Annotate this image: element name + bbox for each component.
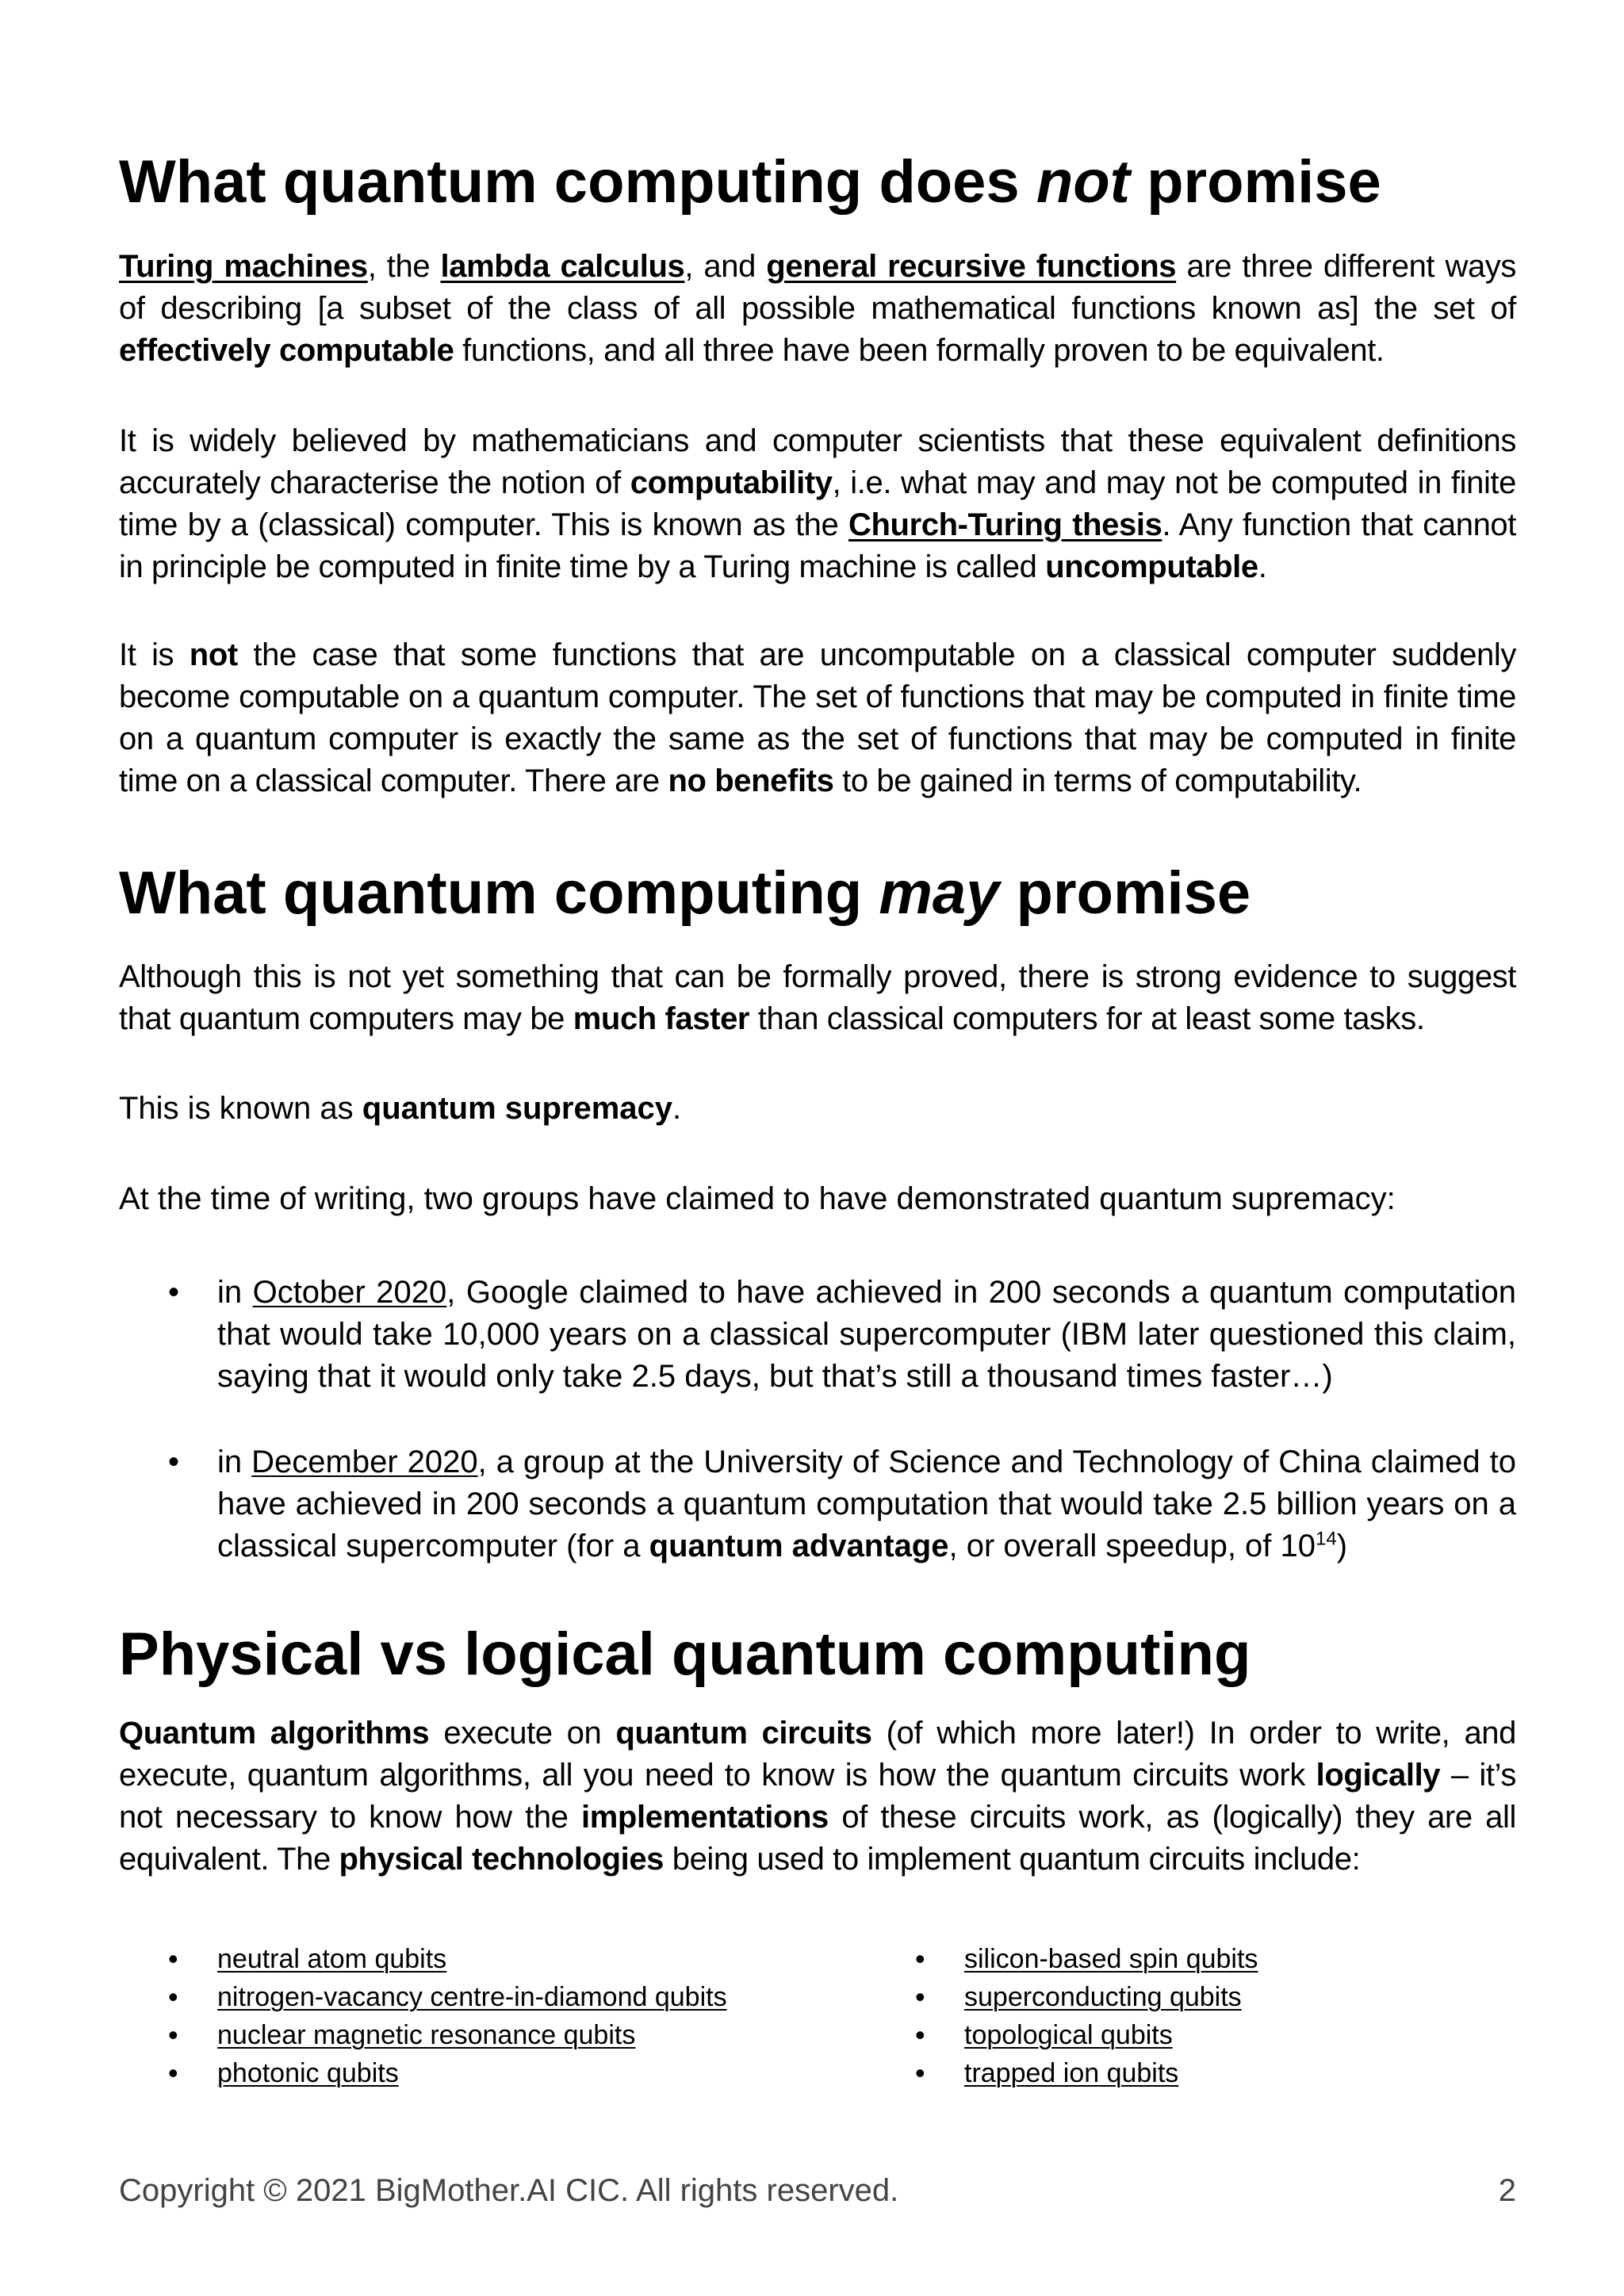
bullet-icon: •	[168, 1942, 178, 1975]
bullet-icon: •	[915, 1980, 925, 2013]
list-item-ustc-claim: • in December 2020, a group at the University of Science and Technology of China claimed to have achieved in 200 seconds a quantum computation that would take 2.5 billion years on a classical supercomputer (for a quantum advantage, or overall speedup, of $10^{14}$)	[217, 1441, 1516, 1567]
link-tech-item[interactable]: topological qubits	[964, 2020, 1173, 2050]
link-church-turing-thesis[interactable]: Church-Turing thesis	[848, 507, 1162, 542]
section-heading-may-promise: What quantum computing may promise	[119, 859, 1251, 927]
heading-text: What quantum computing does	[119, 148, 1036, 216]
bullet-icon: •	[915, 2019, 925, 2051]
list-item	[915, 2016, 1258, 2054]
link-tech-item[interactable]: neutral atom qubits	[217, 1944, 447, 1974]
section-heading-not-promise	[119, 149, 1516, 216]
bullet-icon: •	[915, 2057, 925, 2089]
paragraph-physical-technologies: Quantum algorithms execute on quantum circuits (of which more later!) In order to write, and execute, quantum algorithms, all you need to know is how the quantum circuits work logically – it’s not necessary to know how the implementations of these circuits work, as (logically) they are all equivalent. The physical technologies being used to implement quantum circuits include:	[119, 1716, 1516, 1877]
tech-list-left	[168, 1940, 727, 2092]
link-tech-item[interactable]: trapped ion qubits	[964, 2058, 1179, 2088]
bullet-icon: •	[168, 1980, 178, 2013]
paragraph-no-benefits: It is not the case that some functions that are uncomputable on a classical computer suddenly become computable on a quantum computer. The set of functions that may be computed in finite time on a quantum computer is exactly the same as the set of functions that may be computed in finite time on a classical computer. There are no benefits to be gained in terms of computability.	[119, 637, 1516, 798]
heading-emphasis: may	[879, 859, 1000, 927]
bullet-icon: •	[168, 2057, 178, 2089]
superscript: 14	[1316, 1528, 1337, 1550]
bullet-icon: •	[168, 1445, 180, 1479]
paragraph-turing: Turing machines, the lambda calculus, and general recursive functions are three different ways of describing [a subset of the class of all possible mathematical functions known as] the set of effectively computable functions, and all three have been formally proven to be equivalent.	[119, 249, 1516, 368]
bullet-icon: •	[168, 2019, 178, 2051]
list-item	[915, 2054, 1258, 2092]
link-lambda-calculus[interactable]: lambda calculus	[440, 249, 685, 284]
heading-emphasis: not	[1036, 148, 1130, 216]
link-turing-machines[interactable]: Turing machines	[119, 249, 368, 284]
footer-page-number: 2	[1498, 2173, 1516, 2208]
list-item	[168, 2054, 727, 2092]
list-item-google-claim: • in October 2020, Google claimed to have achieved in 200 seconds a quantum computation that would take 10,000 years on a classical supercomputer (IBM later questioned this claim, saying that it would only take 2.5 days, but that’s still a thousand times faster…)	[217, 1272, 1516, 1398]
paragraph-much-faster: Although this is not yet something that can be formally proved, there is strong evidence to suggest that quantum computers may be much faster than classical computers for at least some tasks.	[119, 959, 1516, 1036]
tech-list-right	[915, 1940, 1258, 2092]
link-tech-item[interactable]: superconducting qubits	[964, 1982, 1242, 2012]
section-heading-physical-vs-logical: Physical vs logical quantum computing	[119, 1621, 1251, 1688]
paragraph-claims-intro: At the time of writing, two groups have claimed to have demonstrated quantum supremacy:	[119, 1181, 1396, 1216]
list-item	[168, 1978, 727, 2016]
link-tech-item[interactable]: photonic qubits	[217, 2058, 399, 2088]
paragraph-supremacy: This is known as quantum supremacy.	[119, 1091, 682, 1126]
link-october-2020[interactable]: October 2020	[252, 1275, 447, 1310]
list-item	[168, 2016, 727, 2054]
footer-copyright: Copyright © 2021 BigMother.AI CIC. All rights reserved.	[119, 2173, 899, 2208]
bullet-icon: •	[168, 1275, 180, 1310]
paragraph-computability: It is widely believed by mathematicians and computer scientists that these equivalent definitions accurately characterise the notion of computability, i.e. what may and may not be computed in finite time by a (classical) computer. This is known as the Church-Turing thesis. Any function that cannot in principle be computed in finite time by a Turing machine is called uncomputable.	[119, 423, 1516, 584]
list-item	[915, 1978, 1258, 2016]
link-tech-item[interactable]: silicon-based spin qubits	[964, 1944, 1258, 1974]
link-general-recursive-functions[interactable]: general recursive functions	[766, 249, 1177, 284]
bullet-icon: •	[915, 1942, 925, 1975]
list-item	[915, 1940, 1258, 1978]
link-tech-item[interactable]: nuclear magnetic resonance qubits	[217, 2020, 636, 2050]
link-december-2020[interactable]: December 2020	[251, 1445, 478, 1479]
list-item	[168, 1940, 727, 1978]
link-tech-item[interactable]: nitrogen-vacancy centre-in-diamond qubits	[217, 1982, 727, 2012]
heading-text: promise	[1129, 148, 1381, 216]
